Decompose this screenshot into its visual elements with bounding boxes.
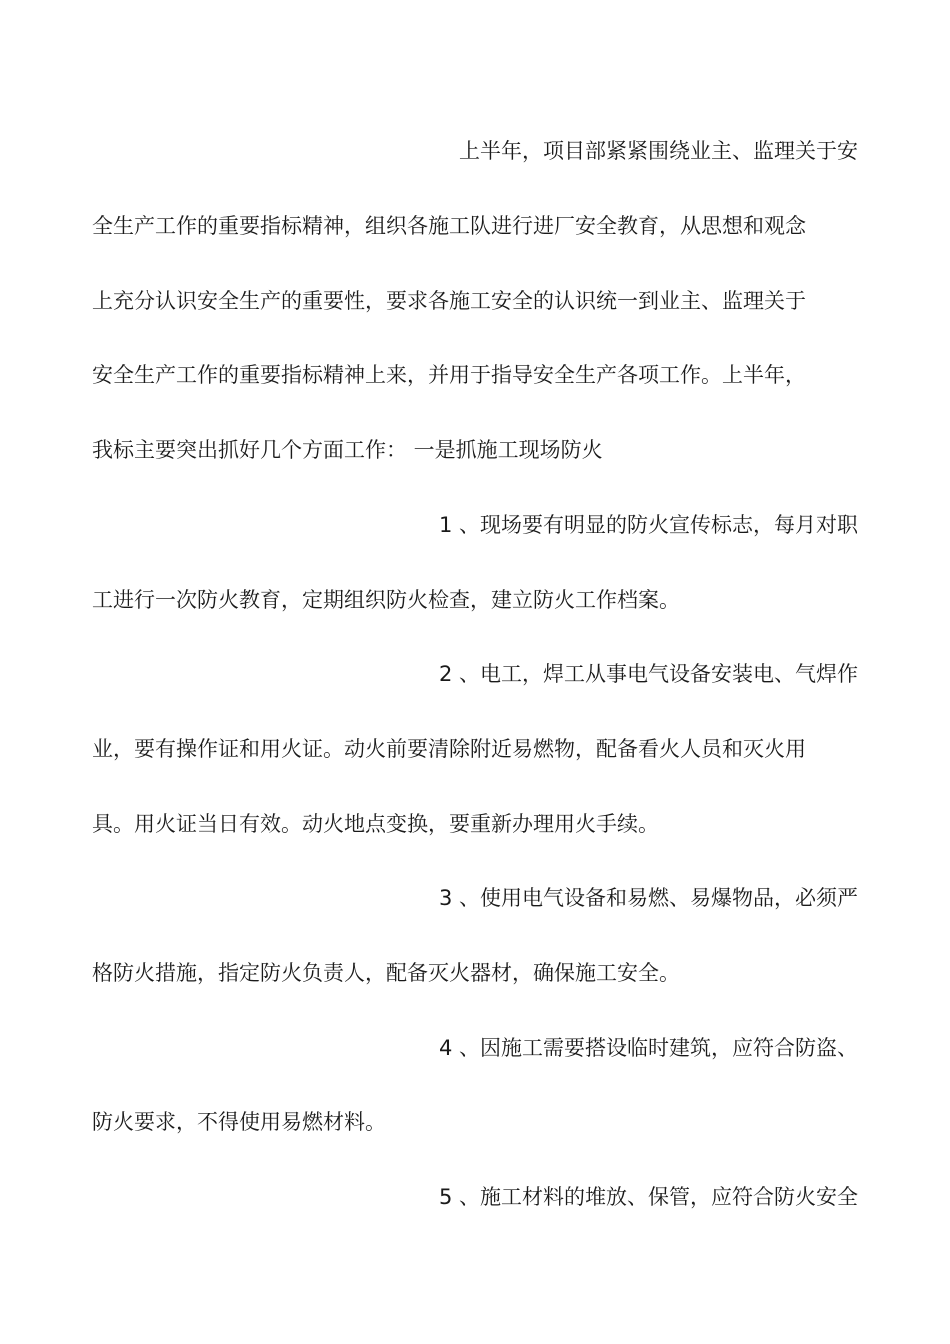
paragraph-3-line-1: 2 、电工，焊工从事电气设备安装电、气焊作	[438, 662, 858, 686]
paragraph-4-line-1: 3 、使用电气设备和易燃、易爆物品，必须严	[438, 886, 858, 910]
paragraph-4-line-2: 格防火措施，指定防火负责人，配备灭火器材，确保施工安全。	[92, 961, 680, 985]
paragraph-6-line-1: 5 、施工材料的堆放、保管，应符合防火安全	[438, 1185, 858, 1209]
paragraph-1-line-1: 上半年，项目部紧紧围绕业主、监理关于安	[459, 139, 858, 163]
paragraph-1-line-2: 全生产工作的重要指标精神，组织各施工队进行进厂安全教育，从思想和观念	[92, 214, 806, 238]
paragraph-2-line-2: 工进行一次防火教育，定期组织防火检查，建立防火工作档案。	[92, 588, 680, 612]
paragraph-1-line-3: 上充分认识安全生产的重要性，要求各施工安全的认识统一到业主、监理关于	[92, 289, 806, 313]
paragraph-5-line-2: 防火要求，不得使用易燃材料。	[92, 1110, 386, 1134]
paragraph-3-line-2: 业，要有操作证和用火证。动火前要清除附近易燃物，配备看火人员和灭火用	[92, 737, 806, 761]
paragraph-3-line-3: 具。用火证当日有效。动火地点变换，要重新办理用火手续。	[92, 812, 659, 836]
paragraph-1-line-4: 安全生产工作的重要指标精神上来，并用于指导安全生产各项工作。上半年，	[92, 363, 806, 387]
paragraph-1-line-5: 我标主要突出抓好几个方面工作： 一是抓施工现场防火	[92, 438, 603, 462]
paragraph-2-line-1: 1 、现场要有明显的防火宣传标志，每月对职	[438, 513, 858, 537]
paragraph-5-line-1: 4 、因施工需要搭设临时建筑，应符合防盗、	[438, 1036, 858, 1060]
